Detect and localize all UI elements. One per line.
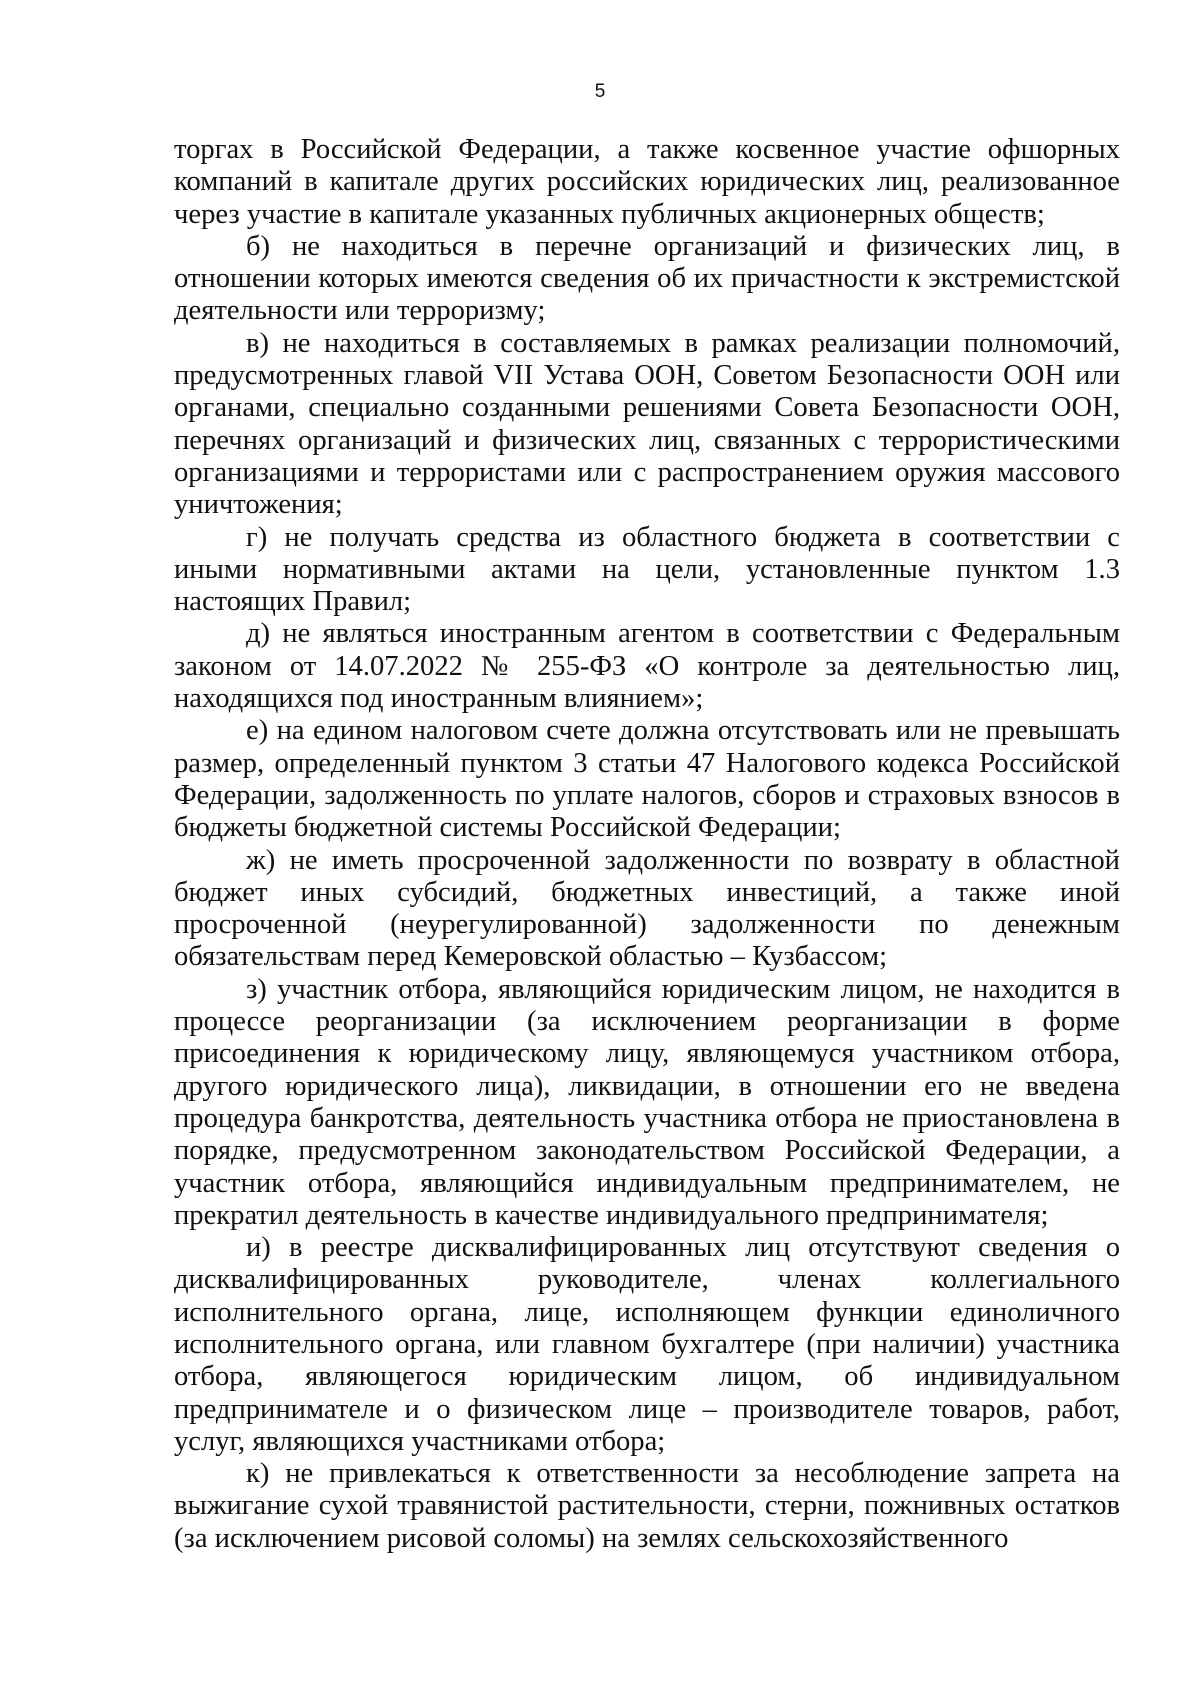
paragraph-item-z: з) участник отбора, являющийся юридическим лицом, не находится в процессе реорганизации (за исключением реорганизации в форме присоединения к юридическому лицу, являющемуся участником отбора, другого юридического лица), ликвидации, в отношении его не введена процедура банкротства, деятельность участника отбора не приостановлена в порядке, предусмотренном законодательством Российской Федерации, а участник отбора, являющийся индивидуальным предпринимателем, не прекратил деятельность в качестве индивидуального предпринимателя;	[174, 973, 1120, 1231]
paragraph-item-e: е) на едином налоговом счете должна отсутствовать или не превышать размер, определенный пунктом 3 статьи 47 Налогового кодекса Российской Федерации, задолженность по уплате налогов, сборов и страховых взносов в бюджеты бюджетной системы Российской Федерации;	[174, 715, 1120, 844]
paragraph-item-k: к) не привлекаться к ответственности за несоблюдение запрета на выжигание сухой травянистой растительности, стерни, пожнивных остатков (за исключением рисовой соломы) на землях сельскохозяйственного	[174, 1458, 1120, 1554]
paragraph-item-b: б) не находиться в перечне организаций и физических лиц, в отношении которых имеются сведения об их причастности к экстремистской деятельности или терроризму;	[174, 230, 1120, 327]
page-number: 5	[594, 81, 606, 102]
document-body	[174, 134, 1120, 1555]
paragraph-item-g: г) не получать средства из областного бюджета в соответствии с иными нормативными актами на цели, установленные пунктом 1.3 настоящих Правил;	[174, 521, 1120, 618]
paragraph-item-zh: ж) не иметь просроченной задолженности по возврату в областной бюджет иных субсидий, бюджетных инвестиций, а также иной просроченной (неурегулированной) задолженности по денежным обязательствам перед Кемеровской областью – Кузбассом;	[174, 844, 1120, 973]
paragraph-item-v: в) не находиться в составляемых в рамках реализации полномочий, предусмотренных главой VII Устава ООН, Советом Безопасности ООН или органами, специально созданными решениями Совета Безопасности ООН, перечнях организаций и физических лиц, связанных с террористическими организациями и террористами или с распространением оружия массового уничтожения;	[174, 327, 1120, 521]
paragraph-item-d: д) не являться иностранным агентом в соответствии с Федеральным законом от 14.07.2022 № 255-ФЗ «О контроле за деятельностью лиц, находящихся под иностранным влиянием»;	[174, 618, 1120, 715]
paragraph-continuation: торгах в Российской Федерации, а также косвенное участие офшорных компаний в капитале других российских юридических лиц, реализованное через участие в капитале указанных публичных акционерных обществ;	[174, 134, 1120, 230]
paragraph-item-i: и) в реестре дисквалифицированных лиц отсутствуют сведения о дисквалифицированных руководителе, членах коллегиального исполнительного органа, лице, исполняющем функции единоличного исполнительного органа, или главном бухгалтере (при наличии) участника отбора, являющегося юридическим лицом, об индивидуальном предпринимателе и о физическом лице – производителе товаров, работ, услуг, являющихся участниками отбора;	[174, 1232, 1120, 1457]
